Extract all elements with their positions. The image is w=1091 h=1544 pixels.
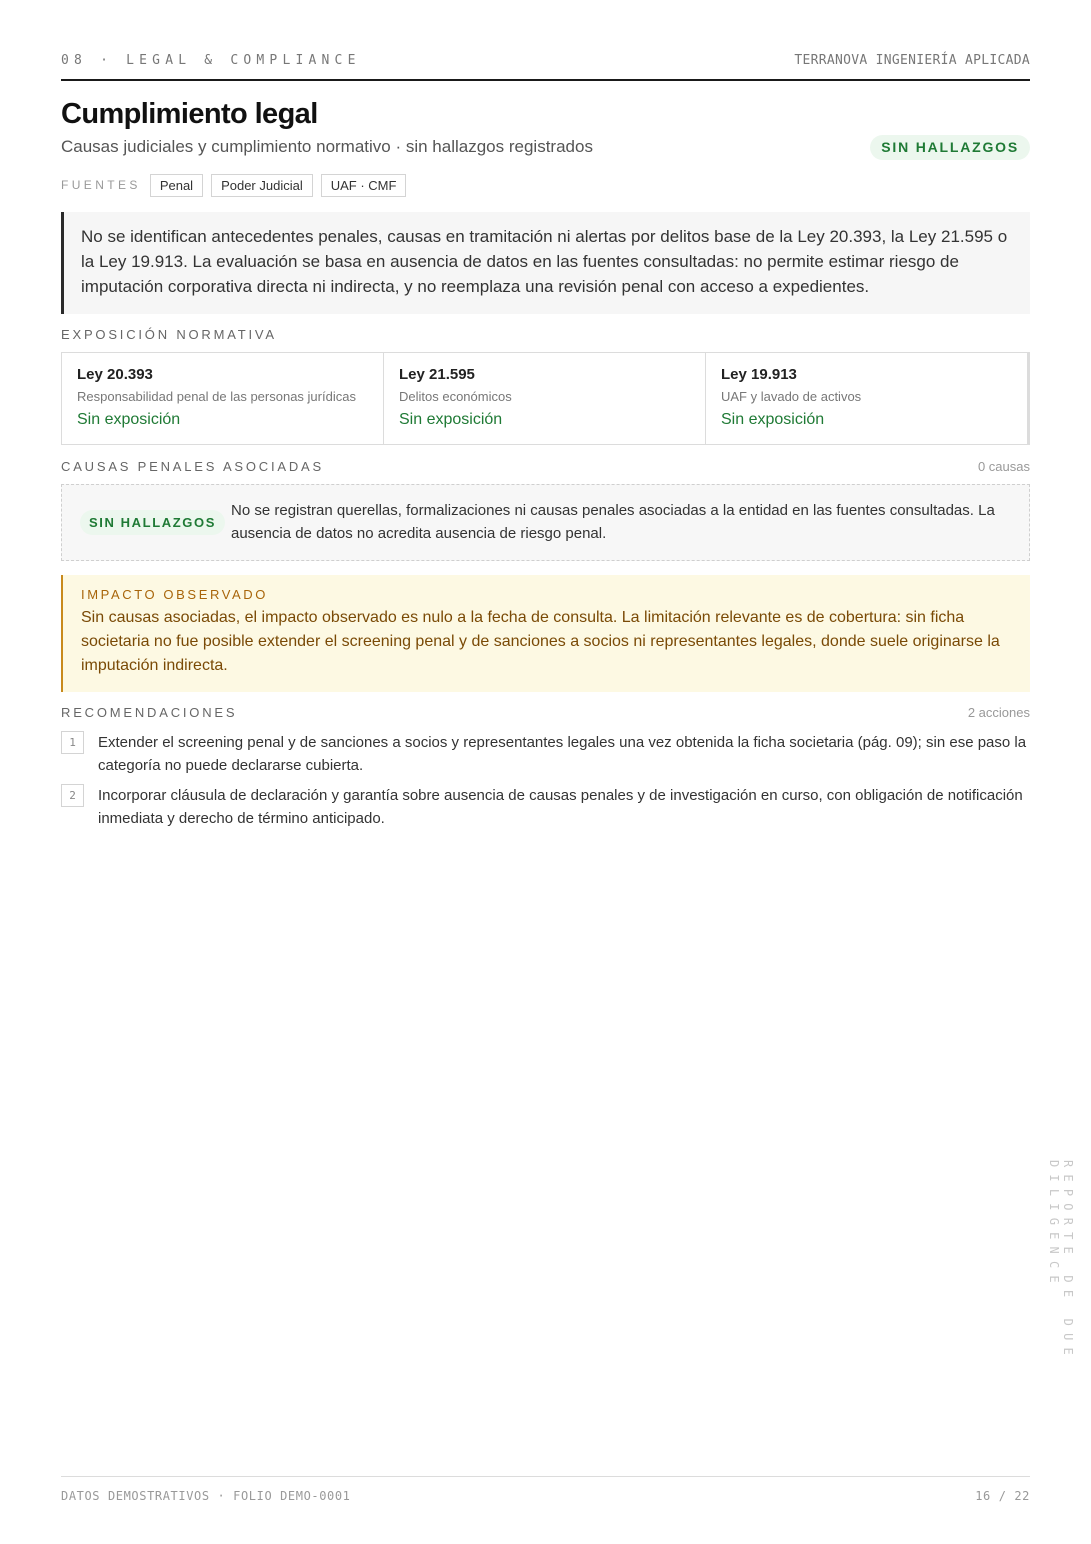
sources-row xyxy=(61,173,414,197)
impact-callout xyxy=(61,575,1030,692)
sources-label: FUENTES xyxy=(61,178,141,192)
impact-text: Sin causas asociadas, el impacto observado es nulo a la fecha de consulta. La limitación relevante es de cobertura: sin ficha societaria no fue posible extender el screening penal y de sanciones a socios ni representantes legales, donde suele originarse la imputación indirecta. xyxy=(81,609,1000,674)
exposure-grid xyxy=(61,352,1030,445)
page-title: Cumplimiento legal xyxy=(61,98,318,130)
source-tag-uaf-cmf: UAF · CMF xyxy=(321,174,407,197)
law-description: Delitos económicos xyxy=(399,389,512,404)
recommendation-number: 1 xyxy=(61,731,84,754)
cases-count: 0 causas xyxy=(977,459,1030,474)
page-footer xyxy=(61,1476,1030,1506)
law-name: Ley 20.393 xyxy=(77,366,153,383)
law-card xyxy=(384,353,706,444)
company-name: TERRANOVA INGENIERÍA APLICADA xyxy=(794,53,1030,68)
source-tag-penal: Penal xyxy=(150,174,203,197)
footer-folio: DATOS DEMOSTRATIVOS · FOLIO DEMO-0001 xyxy=(61,1489,351,1503)
law-status: Sin exposición xyxy=(721,411,825,428)
cases-empty-state xyxy=(61,484,1030,561)
law-name: Ley 21.595 xyxy=(399,366,475,383)
law-description: Responsabilidad penal de las personas jurídicas xyxy=(77,389,356,404)
cases-heading: CAUSAS PENALES ASOCIADAS xyxy=(61,459,324,474)
law-description: UAF y lavado de activos xyxy=(721,389,862,404)
recommendations-count: 2 acciones xyxy=(967,705,1030,720)
cases-text: No se registran querellas, formalizaciones ni causas penales asociadas a la entidad en las fuentes consultadas. La ausencia de datos no acredita ausencia de riesgo penal. xyxy=(231,502,995,542)
impact-label: IMPACTO OBSERVADO xyxy=(81,587,268,602)
recommendation-text: Incorporar cláusula de declaración y garantía sobre ausencia de causas penales y de investigación en curso, con obligación de notificación inmediata y derecho de término anticipado. xyxy=(98,787,1023,827)
page-number: 16 / 22 xyxy=(975,1489,1030,1503)
side-watermark-text: REPORTE DE DUE DILIGENCE xyxy=(1047,1160,1075,1362)
recommendation-number: 2 xyxy=(61,784,84,807)
law-status: Sin exposición xyxy=(399,411,503,428)
page-header xyxy=(61,52,1030,81)
summary-callout: No se identifican antecedentes penales, causas en tramitación ni alertas por delitos base de la Ley 20.393, la Ley 21.595 o la Ley 19.913. La evaluación se basa en ausencia de datos en las fuentes consultadas: no permite estimar riesgo de imputación corporativa directa ni indirecta, y no reemplaza una revisión penal con acceso a expedientes. xyxy=(61,212,1030,314)
source-tag-poder-judicial: Poder Judicial xyxy=(211,174,313,197)
recommendations-heading: RECOMENDACIONES xyxy=(61,705,238,720)
page-subtitle: Causas judiciales y cumplimiento normativo · sin hallazgos registrados xyxy=(61,137,593,156)
law-card xyxy=(706,353,1027,444)
law-status: Sin exposición xyxy=(77,411,181,428)
recommendation-text: Extender el screening penal y de sanciones a socios y representantes legales una vez obtenida la ficha societaria (pág. 09); sin ese paso la categoría no puede declararse cubierta. xyxy=(98,734,1027,774)
cases-status-badge: SIN HALLAZGOS xyxy=(80,510,225,535)
law-name: Ley 19.913 xyxy=(721,366,797,383)
status-badge: SIN HALLAZGOS xyxy=(870,135,1030,160)
section-label: 08 · LEGAL & COMPLIANCE xyxy=(61,53,361,68)
law-card xyxy=(62,353,384,444)
exposure-heading: EXPOSICIÓN NORMATIVA xyxy=(61,327,277,342)
